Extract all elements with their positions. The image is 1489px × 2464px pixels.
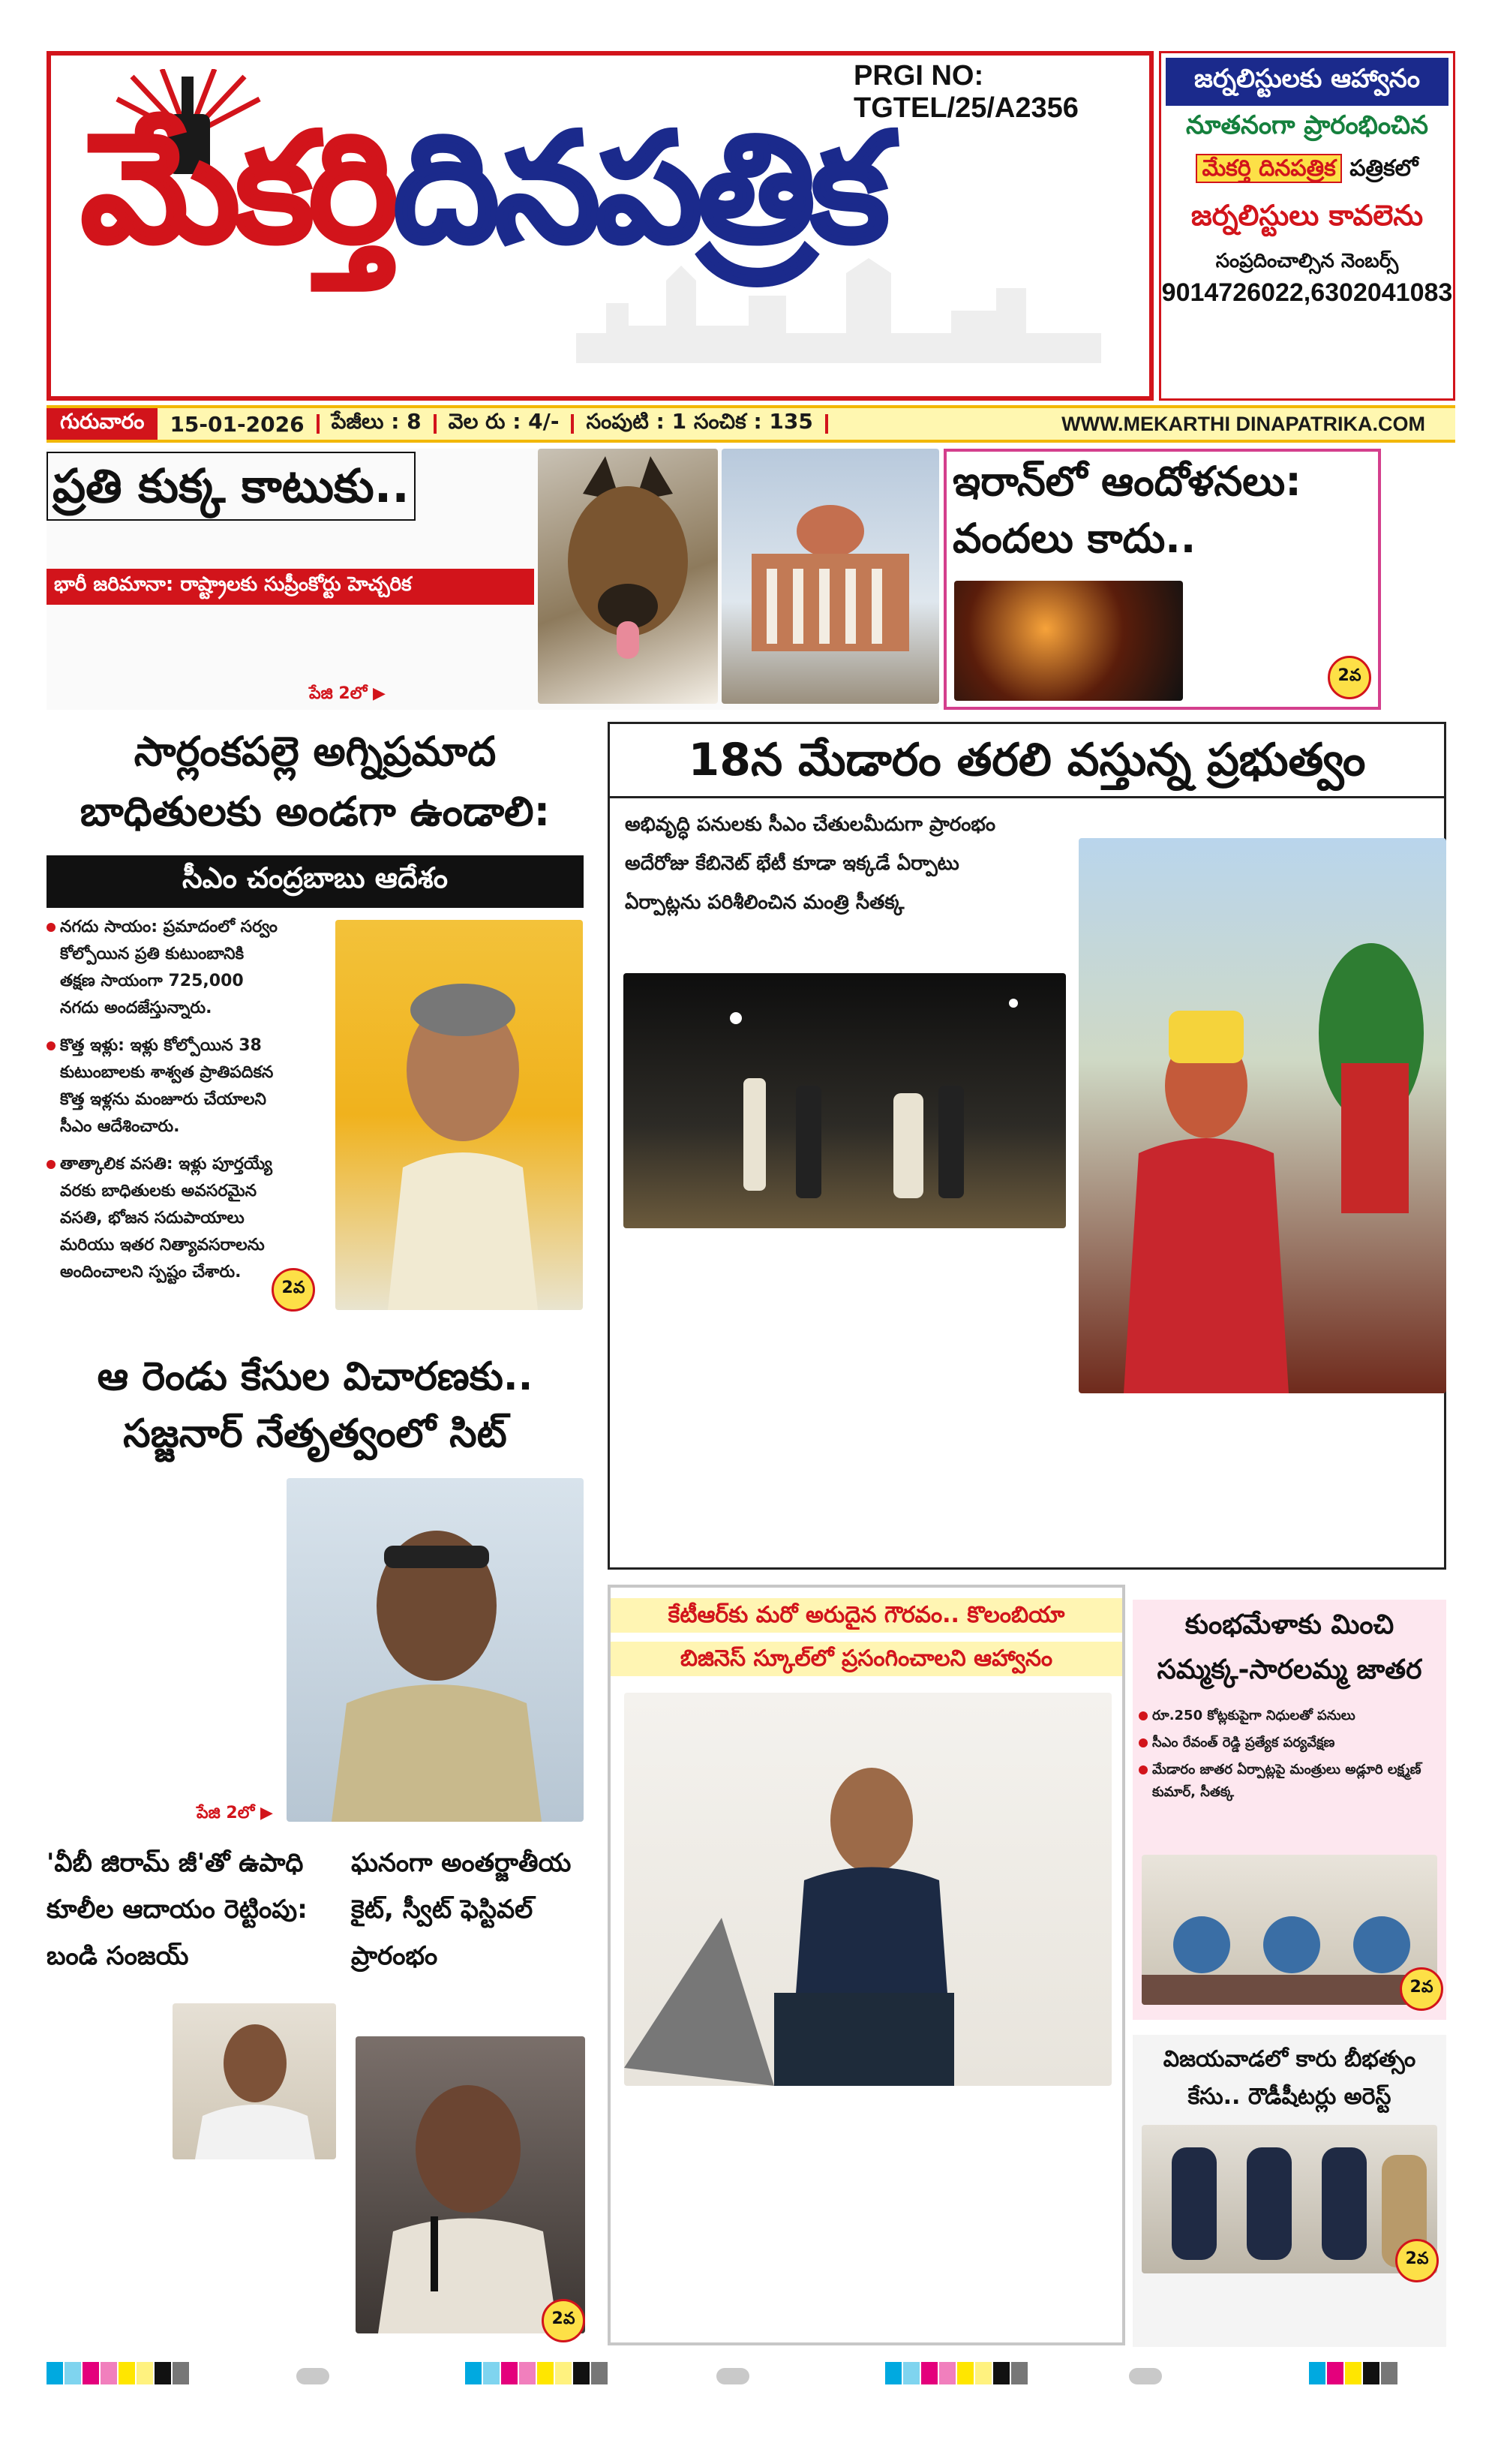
page-2-badge[interactable]: 2వ [272,1268,315,1312]
logo-part-mekarthi: మేకర్తి [81,101,394,276]
sajjanar-photo [287,1478,584,1822]
story-headline-line2: కేసు.. రౌడీషీటర్లు అరెస్ట్ [1187,2084,1391,2110]
story-headline-line1: విజయవాడలో కారు బీభత్సం [1163,2046,1416,2072]
bandi-sanjay-photo [173,2003,336,2159]
story-deck [625,805,995,922]
story-iran-protests [944,449,1381,710]
page-2-badge[interactable]: 2వ [1395,2239,1439,2282]
deck-line: అభివృద్ధి పనులకు సీఎం చేతులమీదుగా ప్రారంభం [625,813,996,836]
dog-photo [538,449,718,704]
press-meet-photo [1142,1855,1437,2005]
story-headline-line1: కేటీఆర్‌కు మరో అరుదైన గౌరవం.. కొలంబియా [611,1598,1122,1633]
deck-line: ఏర్పాట్లను పరిశీలించిన మంత్రి సీతక్క [625,891,905,914]
page-2-badge[interactable]: 2వ [542,2299,585,2342]
page-2-badge[interactable]: 2వ [1328,656,1371,699]
issue-volume: సంపుటి : 1 సంచిక : 135 [586,409,813,434]
story-headline: 'వీబీ జిరామ్ జీ'తో ఉపాధి కూలీల ఆదాయం రెట్టింపు: బండి సంజయ్ [47,1848,308,1971]
issue-price: వెల రు : 4/- [448,409,560,434]
ktr-speaking-photo [624,1693,1112,2086]
jatara-devotee-photo [1079,838,1446,1393]
ad-contact-label: సంప్రదించాల్సిన నెంబర్స్ [1215,250,1399,272]
journalist-recruitment-ad [1159,51,1455,401]
ad-brand-suffix: పత్రికలో [1349,155,1418,182]
ad-title: జర్నలిస్టులకు ఆహ్వానం [1166,58,1448,106]
story-bullet-list [47,914,279,1297]
story-headline-line1: ఇరాన్‌లో ఆందోళనలు: [953,458,1301,505]
story-dog-bite [47,449,939,710]
supreme-court-photo [722,449,939,704]
kite-festival-speaker-photo [356,2036,585,2333]
ad-line-new: నూతనంగా ప్రారంభించిన [1185,110,1429,140]
continued-page-2-link[interactable]: పేజి 2లో ▶ [309,684,386,703]
prgi-number: PRGI NO: TGTEL/25/A2356 [854,60,1079,124]
continued-page-2-link[interactable]: పేజి 2లో ▶ [197,1804,273,1822]
list-item: నగదు సాయం: ప్రమాదంలో సర్వం కోల్పోయిన ప్రతి కుటుంబానికి తక్షణ సాయంగా 725,000 నగదు అందజేస్తున్నారు. [47,914,279,1022]
list-item: కొత్త ఇళ్లు: ఇళ్లు కోల్పోయిన 38 కుటుంబాలకు శాశ్వత ప్రాతిపదికన కొత్త ఇళ్లను మంజూరు చేయాలని సీఎం ఆదేశించారు. [47,1032,279,1140]
logo-part-dinapatrika: దినపత్రిక [393,101,885,276]
accused-with-police-photo [1142,2125,1437,2273]
story-headline-line1: ఆ రెండు కేసుల విచారణకు.. [97,1354,533,1399]
list-item: సీఎం రేవంత్ రెడ్డి ప్రత్యేక పర్యవేక్షణ [1139,1732,1439,1754]
story-vijayawada-car [1133,2035,1446,2347]
story-headline: 18న మేడారం తరలి వస్తున్న ప్రభుత్వం [610,724,1444,798]
list-item: తాత్కాలిక వసతి: ఇళ్లు పూర్తయ్యే వరకు బాధితులకు అవసరమైన వసతి, భోజన సదుపాయాలు మరియు ఇతర నిత్యావసరాలను అందించాలని స్పష్టం చేశారు. [47,1151,279,1286]
story-bandi-sanjay [47,1840,344,2350]
minister-night-inspection-photo [623,973,1066,1228]
story-headline: ప్రతి కుక్క కాటుకు.. [47,452,416,521]
ad-line-wanted: జర్నలిస్టులు కావలెను [1190,199,1424,232]
story-headline-line2: వందలు కాదు.. [953,515,1196,562]
print-color-registration-bar [885,2362,1028,2384]
website-link[interactable]: WWW.MEKARTHI DINAPATRIKA.COM [1061,412,1425,435]
story-subhead: భారీ జరిమానా: రాష్ట్రాలకు సుప్రీంకోర్టు హెచ్చరిక [47,569,534,605]
divider [825,414,828,433]
print-color-registration-bar [47,2362,189,2384]
protest-night-photo [954,581,1183,701]
story-headline-line2: బాధితులకు అండగా ఉండాలి: [80,788,551,835]
story-headline-line2: సజ్జనార్ నేతృత్వంలో సిట్ [123,1411,507,1456]
story-headline-line1: కుంభమేళాకు మించి [1184,1609,1394,1640]
print-registration-mark [1129,2368,1162,2384]
print-color-registration-bar [1309,2362,1397,2384]
issue-info-strip [47,405,1455,443]
issue-pages: పేజీలు : 8 [331,409,422,434]
masthead [47,51,1154,401]
page-2-badge[interactable]: 2వ [1400,1967,1443,2011]
newspaper-logo [81,99,884,279]
ad-brand-name: మేకర్తి దినపత్రిక [1196,154,1341,183]
story-fire-victims [47,722,584,1337]
story-kite-festival [351,1840,590,2350]
list-item: మేడారం జాతర ఏర్పాట్లపై మంత్రులు అడ్లూరి లక్ష్మణ్ కుమార్, సీతక్క [1139,1759,1439,1804]
story-headline-line2: బిజినెస్ స్కూల్‌లో ప్రసంగించాలని ఆహ్వానం [611,1642,1122,1676]
story-bullet-list [1139,1705,1439,1808]
story-medaram-jatara [608,722,1446,1570]
story-headline-line1: సార్లంకపల్లె అగ్నిప్రమాద [134,728,497,775]
story-subhead-banner: సీఎం చంద్రబాబు ఆదేశం [47,855,584,908]
story-headline: ఘనంగా అంతర్జాతీయ కైట్, స్వీట్ ఫెస్టివల్ ప్రారంభం [351,1848,572,1971]
story-headline-line2: సమ్మక్క-సారలమ్మ జాతర [1157,1654,1422,1685]
story-sit-sajjanar [47,1349,584,1823]
issue-day: గురువారం [47,408,158,440]
issue-date: 15-01-2026 [170,411,305,437]
list-item: రూ.250 కోట్లకుపైగా నిధులతో పనులు [1139,1705,1439,1727]
chandrababu-naidu-photo [335,920,583,1310]
story-ktr-columbia [608,1585,1125,2345]
ad-line-brand [1161,155,1453,187]
ad-phone-numbers[interactable]: 9014726022,6302041083 [1161,278,1453,307]
print-registration-mark [296,2368,329,2384]
print-color-registration-bar [465,2362,608,2384]
story-kumbh-jatara [1133,1600,1446,2020]
print-registration-mark [716,2368,749,2384]
deck-line: అదేరోజు కేబినెట్ భేటీ కూడా ఇక్కడే ఏర్పాటు [625,852,959,875]
